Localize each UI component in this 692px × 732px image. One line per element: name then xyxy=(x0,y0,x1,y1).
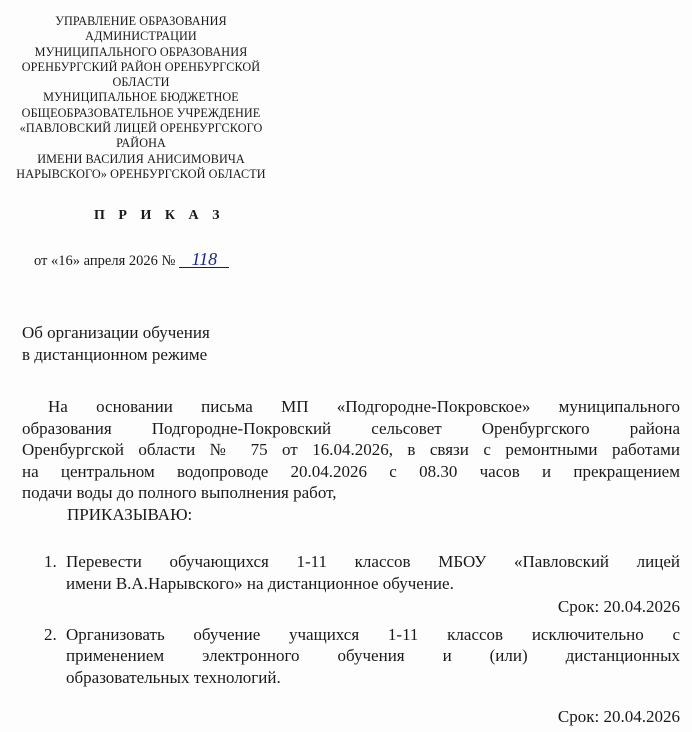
header-line: МУНИЦИПАЛЬНОГО ОБРАЗОВАНИЯ xyxy=(34,44,248,59)
item-deadline: Срок: 20.04.2026 xyxy=(557,707,680,726)
header-line: ОБЛАСТИ xyxy=(112,75,170,90)
item-line: образовательных технологий. xyxy=(66,667,281,687)
order-items xyxy=(22,551,680,728)
preamble-paragraph xyxy=(22,396,680,504)
item-line: Организовать обучение учащихся 1-11 классов исключительно с xyxy=(66,624,680,644)
header-line: ОБЩЕОБРАЗОВАТЕЛЬНОЕ УЧРЕЖДЕНИЕ xyxy=(21,105,261,120)
header-line: УПРАВЛЕНИЕ ОБРАЗОВАНИЯ xyxy=(55,14,227,28)
header-line: ИМЕНИ ВАСИЛИЯ АНИСИМОВИЧА xyxy=(37,151,245,166)
subject-line: в дистанционном режиме xyxy=(22,345,208,364)
order-number: 118 xyxy=(179,251,229,268)
header-line: ОРЕНБУРГСКИЙ РАЙОН ОРЕНБУРГСКОЙ xyxy=(21,59,261,74)
document-subject xyxy=(22,322,210,366)
header-line: НАРЫВСКОГО» ОРЕНБУРГСКОЙ ОБЛАСТИ xyxy=(16,166,266,181)
preamble-line: образования Подгородне-Покровский сельсовет Оренбургского района xyxy=(22,418,680,438)
organization-header xyxy=(0,14,282,182)
item-line: имени В.А.Нарывского» на дистанционное обучение. xyxy=(66,573,454,593)
order-word: ПРИКАЗЫВАЮ: xyxy=(67,504,193,524)
preamble-line: Оренбургской области № 75 от 16.04.2026, в связи с ремонтными работами xyxy=(22,440,680,459)
document-body xyxy=(22,396,680,728)
item-number: 2. xyxy=(44,624,57,644)
item-line: Перевести обучающихся 1-11 классов МБОУ «Павловский лицей xyxy=(66,552,680,571)
preamble-line: на центральном водопроводе 20.04.2026 с 08.30 часов и прекращением xyxy=(22,461,680,481)
header-line: АДМИНИСТРАЦИИ xyxy=(85,29,197,44)
preamble-line: На основании письма МП «Подгородне-Покровское» муниципального xyxy=(48,397,680,416)
order-item xyxy=(22,624,680,689)
date-line xyxy=(34,251,229,270)
header-line: МУНИЦИПАЛЬНОЕ БЮДЖЕТНОЕ xyxy=(43,90,239,105)
item-number: 1. xyxy=(44,552,57,571)
header-line: «ПАВЛОВСКИЙ ЛИЦЕЙ ОРЕНБУРГСКОГО xyxy=(19,121,263,136)
item-deadline: Срок: 20.04.2026 xyxy=(557,597,680,616)
subject-line: Об организации обучения xyxy=(22,323,210,342)
item-line: применением электронного обучения и (или) дистанционных xyxy=(66,646,680,665)
preamble-line: подачи воды до полного выполнения работ, xyxy=(22,483,337,502)
document-title: П Р И К А З xyxy=(94,208,225,223)
header-line: РАЙОНА xyxy=(116,136,166,151)
order-item xyxy=(22,551,680,594)
date-prefix: от «16» апреля 2026 № xyxy=(34,253,176,269)
